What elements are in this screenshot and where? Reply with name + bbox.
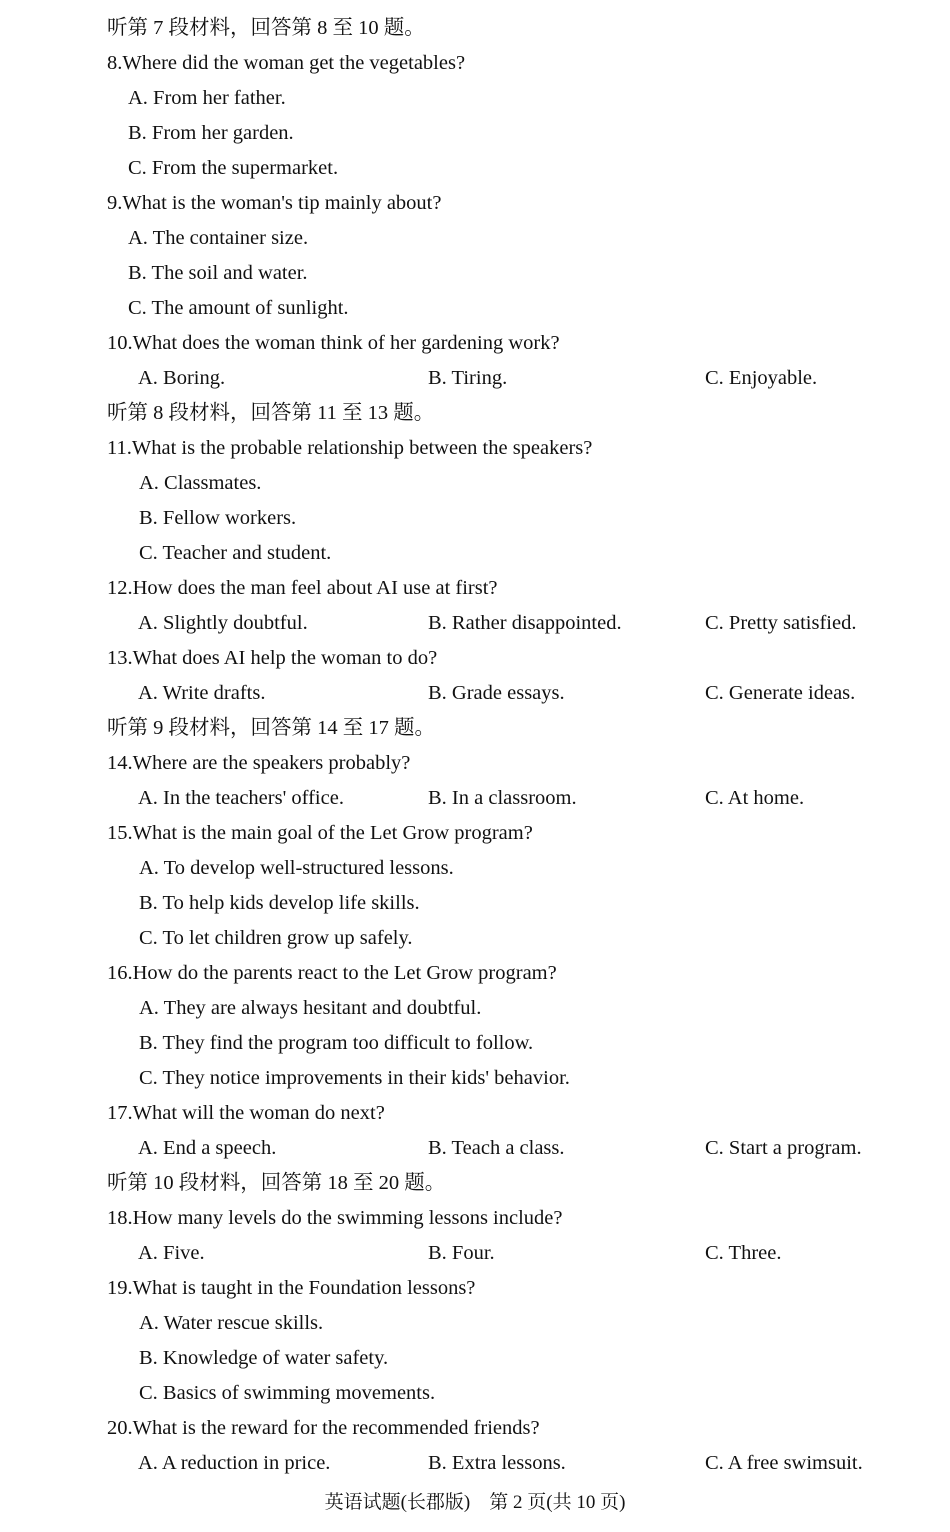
answer-option: A. Classmates. xyxy=(139,472,262,494)
answer-option: A. Boring. xyxy=(138,367,226,389)
question-stem xyxy=(107,816,950,851)
question-stem xyxy=(107,326,950,361)
question-text: Where are the speakers probably? xyxy=(132,752,411,774)
question-number-dot: . xyxy=(127,332,133,354)
question-text: What is taught in the Foundation lessons? xyxy=(132,1277,476,1299)
answer-options-row xyxy=(0,361,950,396)
question-number-dot: . xyxy=(127,962,133,984)
question-stem xyxy=(107,956,950,991)
answer-option: B. Grade essays. xyxy=(428,682,565,704)
question-number-dot: . xyxy=(127,577,133,599)
answer-option: C. Enjoyable. xyxy=(705,367,818,389)
question-number-dot: . xyxy=(126,437,132,459)
answer-option: B. Teach a class. xyxy=(428,1137,565,1159)
answer-option: C. Pretty satisfied. xyxy=(705,612,857,634)
answer-option: B. Knowledge of water safety. xyxy=(139,1347,389,1369)
answer-options-row xyxy=(0,781,950,816)
answer-option: A. Water rescue skills. xyxy=(139,1312,324,1334)
question-number: 15 xyxy=(107,822,128,844)
question-number-dot: . xyxy=(127,1277,133,1299)
question-number: 18 xyxy=(107,1207,128,1229)
question-stem xyxy=(107,1271,950,1306)
question-stem xyxy=(107,431,950,466)
question-number: 13 xyxy=(107,647,128,669)
question-stem xyxy=(107,1201,950,1236)
question-number: 14 xyxy=(107,752,128,774)
question-number-dot: . xyxy=(127,822,133,844)
answer-option: A. To develop well-structured lessons. xyxy=(139,857,454,879)
answer-option: C. At home. xyxy=(705,787,805,809)
question-number: 12 xyxy=(107,577,128,599)
answer-option: B. Fellow workers. xyxy=(139,507,297,529)
answer-option: A. End a speech. xyxy=(138,1137,277,1159)
question-text: What is the reward for the recommended friends? xyxy=(132,1417,540,1439)
section-header: 听第 9 段材料，回答第 14 至 17 题。 xyxy=(107,717,435,739)
question-stem xyxy=(107,746,950,781)
answer-option: C. A free swimsuit. xyxy=(705,1452,863,1474)
question-stem xyxy=(107,571,950,606)
section-header: 听第 8 段材料，回答第 11 至 13 题。 xyxy=(107,402,435,424)
question-number-dot: . xyxy=(117,52,123,74)
answer-option: B. Four. xyxy=(428,1242,495,1264)
question-stem xyxy=(107,46,950,81)
question-stem xyxy=(107,1411,950,1446)
question-stem xyxy=(107,1096,950,1131)
question-number-dot: . xyxy=(127,1207,133,1229)
answer-options-row xyxy=(0,1131,950,1166)
answer-option: A. Write drafts. xyxy=(138,682,266,704)
question-text: Where did the woman get the vegetables? xyxy=(122,52,466,74)
question-text: What is the woman's tip mainly about? xyxy=(122,192,442,214)
answer-option: C. The amount of sunlight. xyxy=(128,297,349,319)
answer-option: B. Rather disappointed. xyxy=(428,612,622,634)
answer-option: B. From her garden. xyxy=(128,122,294,144)
answer-option: A. They are always hesitant and doubtful. xyxy=(139,997,482,1019)
question-number: 17 xyxy=(107,1102,128,1124)
answer-option: C. To let children grow up safely. xyxy=(139,927,413,949)
answer-option: C. Three. xyxy=(705,1242,782,1264)
question-number-dot: . xyxy=(127,647,133,669)
answer-option: C. Generate ideas. xyxy=(705,682,856,704)
answer-option: A. From her father. xyxy=(128,87,286,109)
answer-option: A. A reduction in price. xyxy=(138,1452,331,1474)
answer-option: C. From the supermarket. xyxy=(128,157,339,179)
question-stem xyxy=(107,641,950,676)
answer-option: B. They find the program too difficult to follow. xyxy=(139,1032,534,1054)
question-number-dot: . xyxy=(127,1417,133,1439)
answer-option: C. Teacher and student. xyxy=(139,542,332,564)
question-number-dot: . xyxy=(117,192,123,214)
answer-options-row xyxy=(0,676,950,711)
answer-option: B. The soil and water. xyxy=(128,262,308,284)
question-text: What is the main goal of the Let Grow program? xyxy=(132,822,533,844)
question-text: What does AI help the woman to do? xyxy=(132,647,438,669)
question-number: 10 xyxy=(107,332,128,354)
answer-options-row xyxy=(0,1236,950,1271)
answer-option: A. Five. xyxy=(138,1242,205,1264)
question-stem xyxy=(107,186,950,221)
answer-option: B. In a classroom. xyxy=(428,787,577,809)
question-number: 8 xyxy=(107,52,118,74)
answer-option: A. The container size. xyxy=(128,227,309,249)
question-text: How do the parents react to the Let Grow program? xyxy=(132,962,557,984)
question-number-dot: . xyxy=(127,752,133,774)
question-text: How many levels do the swimming lessons include? xyxy=(132,1207,563,1229)
answer-option: A. In the teachers' office. xyxy=(138,787,344,809)
question-number: 19 xyxy=(107,1277,128,1299)
section-header: 听第 10 段材料，回答第 18 至 20 题。 xyxy=(107,1172,446,1194)
question-number-dot: . xyxy=(127,1102,133,1124)
question-number: 20 xyxy=(107,1417,128,1439)
question-number: 16 xyxy=(107,962,128,984)
answer-option: B. Tiring. xyxy=(428,367,508,389)
answer-option: C. Start a program. xyxy=(705,1137,862,1159)
page-footer: 英语试题(长郡版) 第 2 页(共 10 页) xyxy=(324,1492,626,1513)
question-number: 11 xyxy=(107,437,127,459)
answer-option: B. Extra lessons. xyxy=(428,1452,566,1474)
answer-options-row xyxy=(0,606,950,641)
question-text: What will the woman do next? xyxy=(132,1102,385,1124)
question-number: 9 xyxy=(107,192,118,214)
question-text: What does the woman think of her gardening work? xyxy=(132,332,560,354)
answer-option: C. They notice improvements in their kids' behavior. xyxy=(139,1067,570,1089)
answer-option: B. To help kids develop life skills. xyxy=(139,892,420,914)
section-header: 听第 7 段材料，回答第 8 至 10 题。 xyxy=(107,17,425,39)
answer-option: A. Slightly doubtful. xyxy=(138,612,308,634)
answer-option: C. Basics of swimming movements. xyxy=(139,1382,436,1404)
answer-options-row xyxy=(0,1446,950,1481)
question-text: How does the man feel about AI use at first? xyxy=(132,577,498,599)
question-text: What is the probable relationship between the speakers? xyxy=(131,437,593,459)
